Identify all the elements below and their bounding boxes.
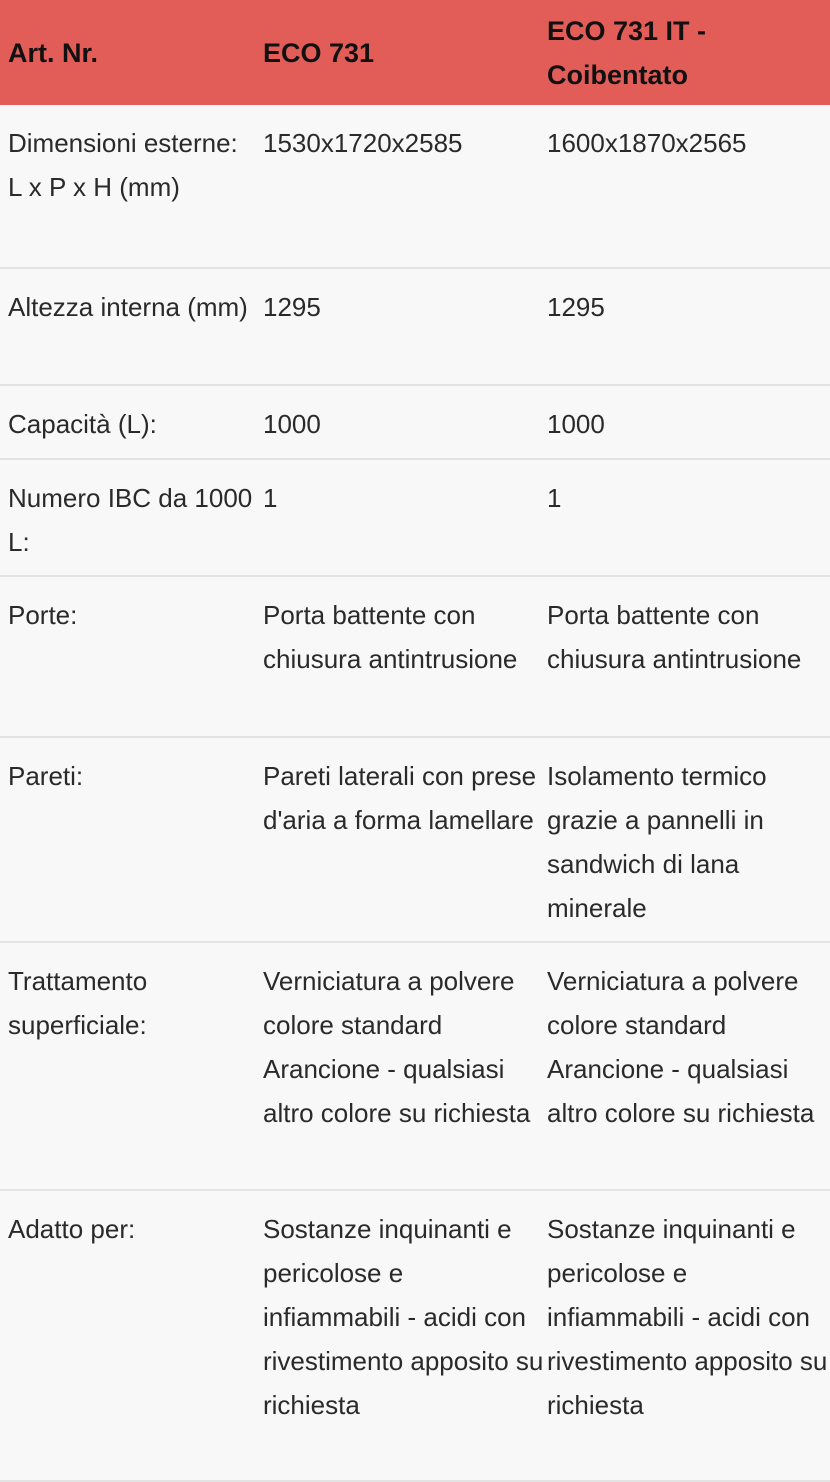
row-porte <box>0 576 830 737</box>
row-label: Numero IBC da 1000 L: <box>0 459 255 576</box>
row-capacita <box>0 385 830 459</box>
header-row <box>0 0 830 105</box>
row-value-eco-731: Porta battente con chiusura antintrusione <box>255 576 547 737</box>
row-label: Trattamento superficiale: <box>0 942 255 1190</box>
row-altezza <box>0 268 830 385</box>
row-value-eco-731: 1 <box>255 459 547 576</box>
row-value-eco-731: Verniciatura a polvere colore standard Arancione - qualsiasi altro colore su richiesta <box>255 942 547 1190</box>
row-label: Pareti: <box>0 737 255 942</box>
row-value-eco-731-it: 1295 <box>547 268 830 385</box>
row-value-eco-731: 1295 <box>255 268 547 385</box>
header-eco-731-it: ECO 731 IT - Coibentato <box>547 0 830 105</box>
row-label: Dimensioni esterne: L x P x H (mm) <box>0 105 255 268</box>
row-numero-ibc <box>0 459 830 576</box>
row-value-eco-731-it: Verniciatura a polvere colore standard Arancione - qualsiasi altro colore su richiesta <box>547 942 830 1190</box>
row-value-eco-731-it: 1000 <box>547 385 830 459</box>
row-value-eco-731-it: 1600x1870x2565 <box>547 105 830 268</box>
row-value-eco-731-it: 1 <box>547 459 830 576</box>
header-art-nr: Art. Nr. <box>0 0 255 105</box>
row-value-eco-731-it: Isolamento termico grazie a pannelli in sandwich di lana minerale <box>547 737 830 942</box>
row-label: Porte: <box>0 576 255 737</box>
table-header <box>0 0 830 105</box>
row-pareti <box>0 737 830 942</box>
row-value-eco-731: 1530x1720x2585 <box>255 105 547 268</box>
row-trattamento <box>0 942 830 1190</box>
row-adatto <box>0 1190 830 1481</box>
row-label: Adatto per: <box>0 1190 255 1481</box>
row-label: Capacità (L): <box>0 385 255 459</box>
row-value-eco-731: Pareti laterali con prese d'aria a forma lamellare <box>255 737 547 942</box>
row-dimensioni <box>0 105 830 268</box>
row-value-eco-731: Sostanze inquinanti e pericolose e infiammabili - acidi con rivestimento apposito su richiesta <box>255 1190 547 1481</box>
row-value-eco-731: 1000 <box>255 385 547 459</box>
row-label: Altezza interna (mm) <box>0 268 255 385</box>
header-eco-731: ECO 731 <box>255 0 547 105</box>
table-body <box>0 105 830 1481</box>
row-value-eco-731-it: Sostanze inquinanti e pericolose e infiammabili - acidi con rivestimento apposito su richiesta <box>547 1190 830 1481</box>
row-value-eco-731-it: Porta battente con chiusura antintrusione <box>547 576 830 737</box>
